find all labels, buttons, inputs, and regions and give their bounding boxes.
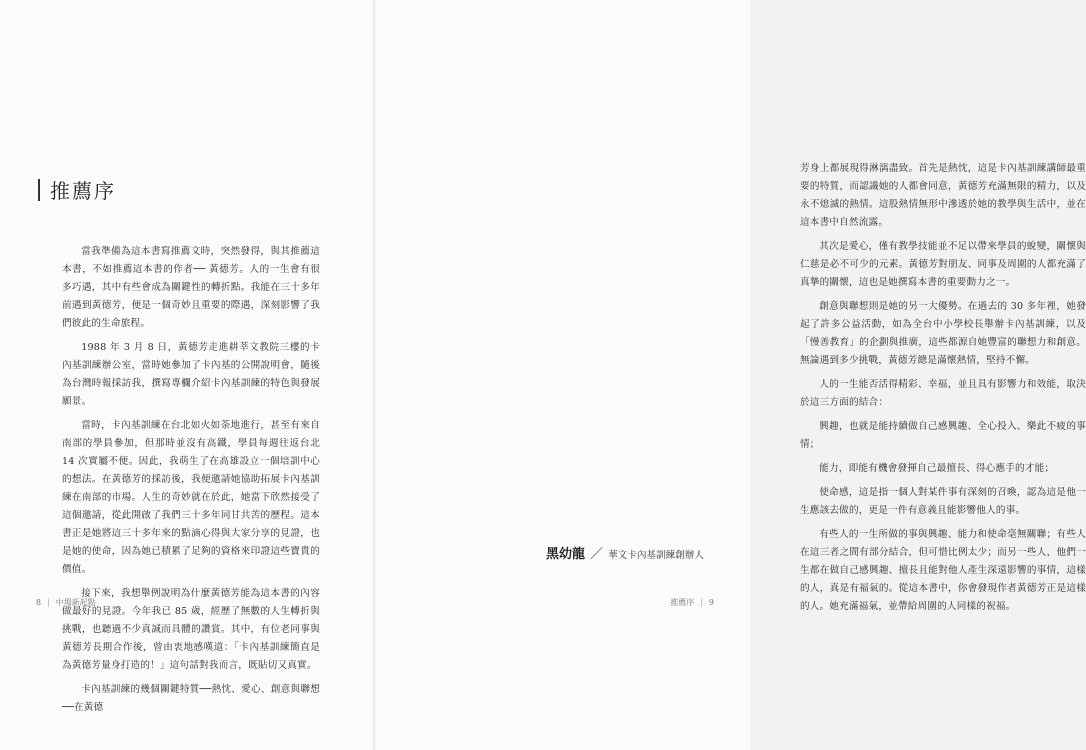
title-bar-decoration	[38, 179, 40, 201]
paragraph: 使命感，這是指一個人對某件事有深刻的召喚，認為這是他一生應該去做的，更是一件有意義且能影響他人的事。	[800, 487, 1086, 516]
page-title: 推薦序	[50, 179, 116, 203]
signature	[546, 543, 704, 562]
signature-name: 黑幼龍	[546, 547, 586, 562]
footer-separator: |	[47, 598, 50, 607]
paragraph: 能力，即能有機會發揮自己最擅長、得心應手的才能；	[819, 463, 1055, 474]
paragraph: 芳身上都展現得淋漓盡致。首先是熱忱，這是卡內基訓練講師最重要的特質，而認識她的人都會同意，黃德芳充滿無限的精力，以及永不熄滅的熱情。這股熱情無形中滲透於她的教學與生活中，並在這本書中自然流露。	[800, 163, 1086, 228]
paragraph: 興趣，也就是能持續做自己感興趣、全心投入、樂此不疲的事情；	[800, 421, 1086, 450]
footer-separator: |	[700, 598, 703, 607]
paragraph: 1988 年 3 月 8 日，黃德芳走進耕莘文教院三樓的卡內基訓練辦公室，當時她參加了卡內基的公開說明會，隨後為台灣時報採訪我，撰寫專欄介紹卡內基訓練的特色與發展願景。	[62, 342, 320, 407]
page-number: 9	[708, 598, 714, 607]
paragraph: 創意與聯想則是她的另一大優勢。在過去的 30 多年裡，她發起了許多公益活動，如為全台中小學校長舉辦卡內基訓練，以及「慢善教育」的企劃與推廣，這些都源自她豐富的聯想力和創意。無論遇到多少挑戰，黃德芳總是滿懷熱情，堅持不懈。	[800, 301, 1086, 366]
page-number: 8	[36, 598, 42, 607]
signature-slash: ／	[590, 547, 604, 562]
right-page	[376, 0, 1086, 750]
paragraph: 當時，卡內基訓練在台北如火如荼地進行，甚至有來自南部的學員參加，但那時並沒有高鐵，學員每週往返台北 14 次實屬不便。因此，我萌生了在高雄設立一個培訓中心的想法。在黃德芳的採訪後，我便邀請她協助拓展卡內基訓練在南部的市場。人生的奇妙就在於此，她當下欣然接受了這個邀請，從此開啟了我們三十多年同甘共苦的歷程。這本書正是她將這三十多年來的點滴心得與大家分享的見證，也是她的使命，因為她已積累了足夠的資格來印證這些寶貴的價值。	[62, 420, 320, 575]
paragraph: 接下來，我想舉例說明為什麼黃德芳能為這本書的內容做最好的見證。今年我已 85 歲，經歷了無數的人生轉折與挑戰，也聽過不少真誠而具體的讚賞。其中，有位老同事與黃德芳長期合作後，曾由衷地感嘆道：「卡內基訓練簡直是為黃德芳量身打造的！」這句話對我而言，既貼切又真實。	[62, 588, 320, 671]
running-head: 中場新起點	[55, 598, 96, 607]
left-body-text	[62, 243, 320, 723]
paragraph: 當我準備為這本書寫推薦文時，突然發得，與其推薦這本書，不如推薦這本書的作者── 黃德芳。人的一生會有很多巧遇，其中有些會成為關鍵性的轉折點。我能在三十多年前遇到黃德芳，便是一個奇妙且重要的際遇，深刻影響了我們彼此的生命旅程。	[62, 246, 320, 329]
running-head: 推薦序	[670, 598, 695, 607]
title-block	[38, 175, 116, 204]
paragraph: 人的一生能否活得精彩、幸福，並且具有影響力和效能，取決於這三方面的結合：	[800, 379, 1086, 408]
left-footer	[36, 597, 96, 608]
paragraph: 卡內基訓練的幾個關鍵特質──熱忱、愛心、創意與聯想──在黃德	[62, 684, 320, 713]
signature-role: 華文卡內基訓練創辦人	[608, 550, 704, 561]
paragraph: 有些人的一生所做的事與興趣、能力和使命毫無關聯；有些人在這三者之間有部分結合，但可惜比例太少；而另一些人，他們一生都在做自己感興趣、擅長且能對他人產生深遠影響的事情，這樣的人，真是有福氣的。從這本書中，你會發現作者黃德芳正是這樣的人。她充滿福氣，並帶給周圍的人同樣的祝福。	[800, 529, 1086, 612]
paragraph: 其次是愛心，僅有教學技能並不足以帶來學員的蛻變，關懷與仁慈是必不可少的元素。黃德芳對朋友、同事及周圍的人都充滿了真摯的關懷，這也是她撰寫本書的重要動力之一。	[800, 241, 1086, 288]
right-body-text	[800, 160, 1086, 622]
right-footer	[670, 597, 714, 608]
left-page	[0, 0, 374, 750]
